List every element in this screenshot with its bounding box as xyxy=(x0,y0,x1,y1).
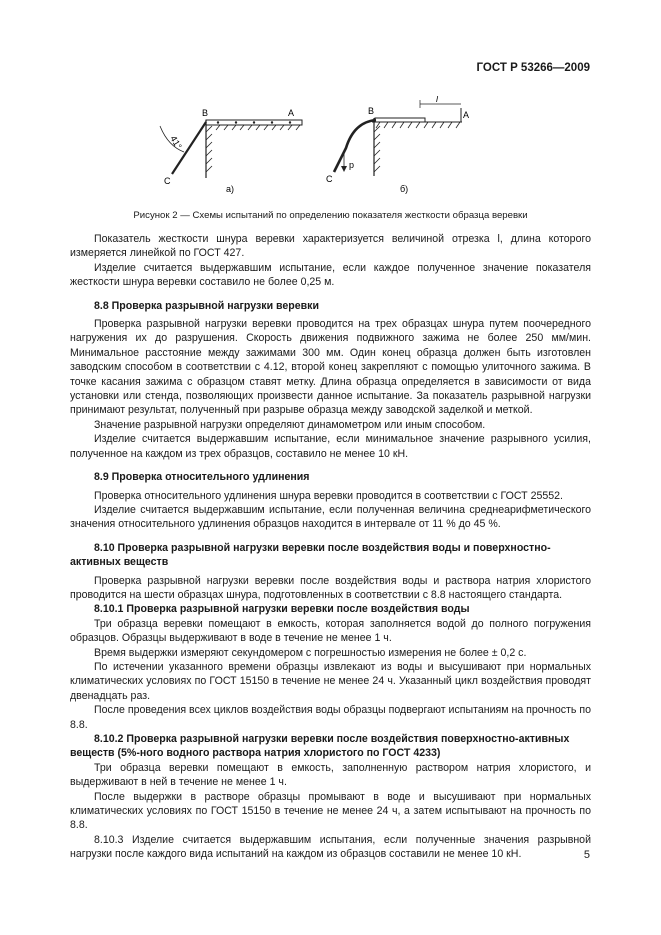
sub-label-b: б) xyxy=(400,184,409,194)
label-c-a: С xyxy=(164,176,171,186)
angle-label: 41° xyxy=(168,134,184,151)
section-8-10-2-p1: Три образца веревки помещают в емкость, заполненную раствором натрия хлористого, и выдерживают в ней в течение не менее 1 ч. xyxy=(70,761,591,789)
label-c-b: С xyxy=(326,174,333,184)
test-scheme-figure xyxy=(150,96,490,206)
section-8-8-p1: Проверка разрывной нагрузки веревки проводится на трех образцах шнура путем поочередного нагружения их до разрушения. Скорость движения подвижного зажима не более 250 мм/мин. Минимальное расстояние между зажимами 300 мм. Один конец образца должен быть изготовлен заводским способом в соответствии с 4.12, второй конец закрепляют с помощью улиточного зажима. В точке касания зажима с образцом ставят метку. Длина образца определяется в зависимости от вида установки или стенда, позволяющих произвести данное испытание. За показатель разрывной нагрузки принимают результат, полученный при разрыве образца между заводской заделкой и меткой. xyxy=(70,318,591,417)
section-8-9-title: 8.9 Проверка относительного удлинения xyxy=(94,471,310,484)
intro-p2: Изделие считается выдержавшим испытание, если каждое полученное значение показателя жесткости шнура веревки составило не более 0,25 м. xyxy=(70,261,591,289)
section-8-10-2-title: 8.10.2 Проверка разрывной нагрузки веревки после воздействия поверхностно-активных веществ (5%-ного водного раствора натрия хлористого по ГОСТ 4233) xyxy=(70,733,570,760)
sub-label-a: а) xyxy=(226,184,235,194)
body-text xyxy=(70,232,591,862)
scheme-b xyxy=(326,96,469,194)
section-8-8-title: 8.8 Проверка разрывной нагрузки веревки xyxy=(94,299,319,312)
section-8-10-title: 8.10 Проверка разрывной нагрузки веревки после воздействия воды и поверхностно-активных веществ xyxy=(70,541,551,569)
section-8-8-p3: Изделие считается выдержавшим испытание, если минимальное значение разрывного усилия, полученное на каждом из трех образцов, составило не менее 10 кН. xyxy=(70,433,591,460)
section-8-10-2-p2: После выдержки в растворе образцы промывают в воде и высушивают при нормальных климатических условиях по ГОСТ 15150 в течение не менее 24 ч, а затем испытывают на прочность по 8.8. xyxy=(70,790,591,832)
section-8-8-p2: Значение разрывной нагрузки определяют динамометром или иным способом. xyxy=(94,418,486,431)
section-8-10-1-p2: Время выдержки измеряют секундомером с погрешностью измерения не более ± 0,2 с. xyxy=(94,646,527,659)
section-8-10-1-p4: После проведения всех циклов воздействия воды образцы подвергают испытаниям на прочность по 8.8. xyxy=(70,704,591,731)
section-8-10-1-p3: По истечении указанного времени образцы извлекают из воды и высушивают при нормальных климатических условиях по ГОСТ 15150 в течение не менее 24 ч. Указанный цикл воздействия проводят двенадцать раз. xyxy=(70,660,591,702)
length-label: l xyxy=(436,96,438,104)
document-header: ГОСТ Р 53266—2009 xyxy=(476,62,590,74)
section-8-9-p1: Проверка относительного удлинения шнура веревки проводится в соответствии с ГОСТ 25552. xyxy=(94,489,563,502)
label-b-b: В xyxy=(368,106,375,116)
scheme-a xyxy=(160,108,302,194)
figure-caption: Рисунок 2 — Схемы испытаний по определению показателя жесткости образца веревки xyxy=(133,210,528,221)
section-8-9-p2: Изделие считается выдержавшим испытание, если полученная величина среднеарифметического значения относительного удлинения образцов находится в интервале от 11 % до 45 %. xyxy=(70,503,591,531)
force-label: р xyxy=(349,160,355,170)
label-a-b: А xyxy=(463,110,470,120)
label-a-a: А xyxy=(288,108,295,118)
intro-p1: Показатель жесткости шнура веревки характеризуется величиной отрезка l, длина которого измеряется линейкой по ГОСТ 427. xyxy=(70,233,591,260)
section-8-10-p1: Проверка разрывной нагрузки веревки после воздействия воды и раствора натрия хлористого проводится на шести образцах шнура, подготовленных в соответствии с 8.8 настоящего стандарта. xyxy=(70,574,591,601)
page-number: 5 xyxy=(583,849,590,861)
section-8-10-1-p1: Три образца веревки помещают в емкость, которая заполняется водой до полного погружения образцов. Образцы выдерживают в воде в течение не менее 1 ч. xyxy=(70,617,591,645)
section-8-10-3-p1: 8.10.3 Изделие считается выдержавшим испытания, если полученные значения разрывной нагрузки после каждого вида испытаний на каждом из образцов составили не менее 10 кН. xyxy=(70,833,591,861)
label-b-a: В xyxy=(202,108,209,118)
section-8-10-1-title: 8.10.1 Проверка разрывной нагрузки веревки после воздействия воды xyxy=(94,603,470,616)
